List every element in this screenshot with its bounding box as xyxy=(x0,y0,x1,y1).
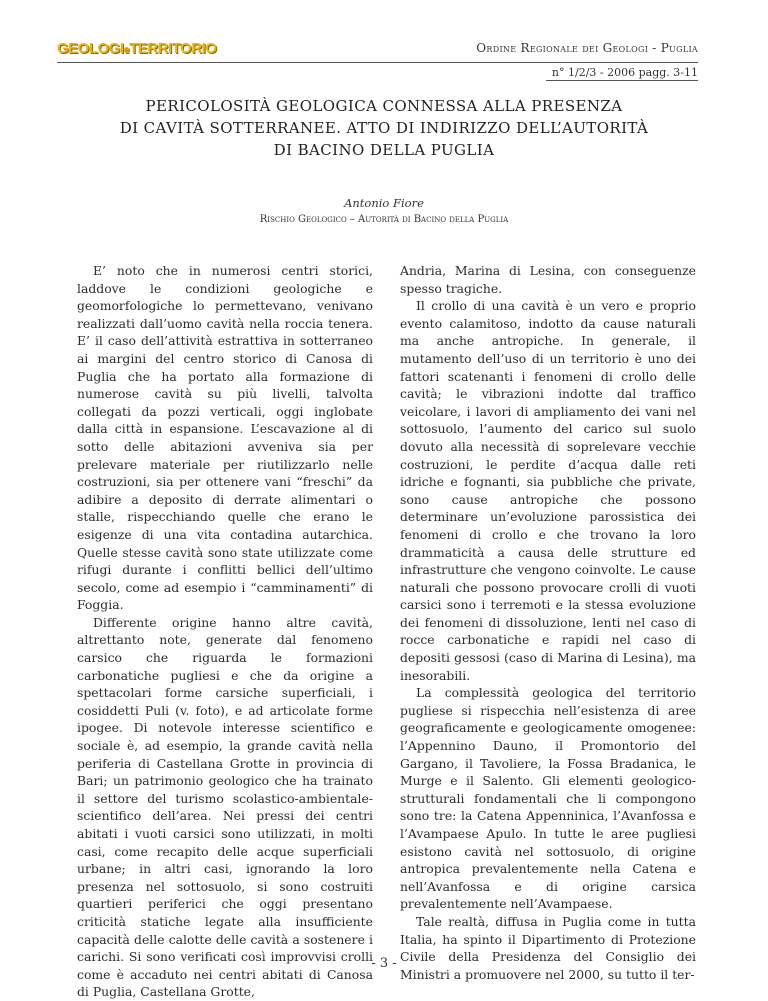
logo-text-geologi: GEOLOGI xyxy=(57,40,124,57)
left-column xyxy=(77,262,373,1001)
paragraph: E’ noto che in numerosi centri storici, laddove le condizioni geologiche e geomorfologiche lo permettevano, venivano realizzati dall’uomo cavità nella roccia tenera. E’ il caso dell’attività estrattiva in sotterraneo ai margini del centro storico di Canosa di Puglia che ha portato alla formazione di numerose cavità su più livelli, talvolta collegati da pozzi verticali, oggi inglobate dalla città in espansione. L’escavazione al di sotto delle abitazioni avveniva sia per prelevare materiale per riutilizzarlo nelle costruzioni, sia per ottenere vani “freschi” da adibire a deposito di derrate alimentari o stalle, rispecchiando quelle che erano le esigenze di una vita contadina autarchica. Quelle stesse cavità sono state utilizzate come rifugi durante i conflitti bellici dell’ultimo secolo, come ad esempio i “camminamenti” di Foggia. xyxy=(77,263,373,613)
issue-info: n° 1/2/3 - 2006 pagg. 3-11 xyxy=(546,66,698,81)
paragraph: Differente origine hanno altre cavità, altrettanto note, generate dal fenomeno carsico che riguarda le formazioni carbonatiche pugliesi e che da origine a spettacolari forme carsiche superficiali, i cosiddetti Puli (v. foto), e ad articolate forme ipogee. Di notevole interesse scientifico e sociale è, ad esempio, la grande cavità nella periferia di Castellana Grotte in provincia di Bari; un patrimonio geologico che ha trainato il settore del turismo scolastico-ambientale-scientifico dell’area. Nei pressi dei centri abitati i vuoti carsici sono utilizzati, in molti casi, come recapito delle acque superficiali urbane; in altri casi, ignorando la loro presenza nel sottosuolo, si sono costruiti quartieri periferici che oggi presentano criticità statiche legate alla insufficiente capacità delle calotte delle cavità a sostenere i carichi. Si sono verificati così improvvisi crolli come è accaduto nei centri abitati di Canosa di Puglia, Castellana Grotte, xyxy=(77,614,373,1000)
author-name: Antonio Fiore xyxy=(344,196,424,210)
journal-name: Ordine Regionale dei Geologi - Puglia xyxy=(476,41,698,55)
paragraph: La complessità geologica del territorio pugliese si rispecchia nell’esistenza di aree geograficamente e geologicamente omogenee: l’Appennino Dauno, il Promontorio del Gargano, il Tavoliere, la Fossa Bradanica, le Murge e il Salento. Gli elementi geologico-strutturali fondamentali che li compongono sono tre: la Catena Appenninica, l’Avanfossa e l’Avampaese Apulo. In tutte le aree pugliesi esistono cavità nel sottosuolo, di origine antropica prevalentemente nella Catena e nell’Avanfossa e di origine carsica prevalentemente nell’Avampaese. xyxy=(400,685,696,912)
journal-logo xyxy=(57,40,216,57)
author-affiliation: Rischio Geologico – Autorità di Bacino della Puglia xyxy=(259,214,509,225)
logo-text-territorio: TERRITORIO xyxy=(129,40,217,57)
paragraph: Andria, Marina di Lesina, con conseguenze spesso tragiche. xyxy=(400,263,696,296)
paragraph: Il crollo di una cavità è un vero e proprio evento calamitoso, indotto da cause naturali ma anche antropiche. In generale, il mutamento dell’uso di un territorio è uno dei fattori scatenanti i fenomeni di crollo delle cavità; le vibrazioni indotte dal traffico veicolare, i lavori di ampliamento dei vani nel sottosuolo, l’aumento del carico sul suolo dovuto alla necessità di soprelevare vecchie costruzioni, le perdite d’acqua dalle reti idriche e fognanti, sia pubbliche che private, sono cause antropiche che possono determinare un’evoluzione parossistica dei fenomeni di crollo e che trovano la loro drammaticità a causa delle strutture ed infrastrutture che vengono coinvolte. Le cause naturali che possono provocare crolli di vuoti carsici sono i terremoti e la stessa evoluzione dei fenomeni di dissoluzione, lenti nel caso di rocce carbonatiche e rapidi nel caso di depositi gessosi (caso di Marina di Lesina), ma inesorabili. xyxy=(400,298,696,683)
title-line-1: PERICOLOSITÀ GEOLOGICA CONNESSA ALLA PRESENZA xyxy=(145,97,623,115)
page-number: - 3 - xyxy=(371,956,397,971)
title-line-2: DI CAVITÀ SOTTERRANEE. ATTO DI INDIRIZZO DELL’AUTORITÀ xyxy=(119,119,649,137)
logo-text-e: e xyxy=(123,44,130,56)
header-rule xyxy=(57,62,698,63)
title-line-3: DI BACINO DELLA PUGLIA xyxy=(273,141,495,159)
paragraph: Tale realtà, diffusa in Puglia come in tutta Italia, ha spinto il Dipartimento di Protezione Civile della Presidenza del Consiglio dei Ministri a promuovere nel 2000, su tutto il ter- xyxy=(400,913,696,982)
article-title xyxy=(80,95,688,161)
right-column xyxy=(400,262,696,983)
